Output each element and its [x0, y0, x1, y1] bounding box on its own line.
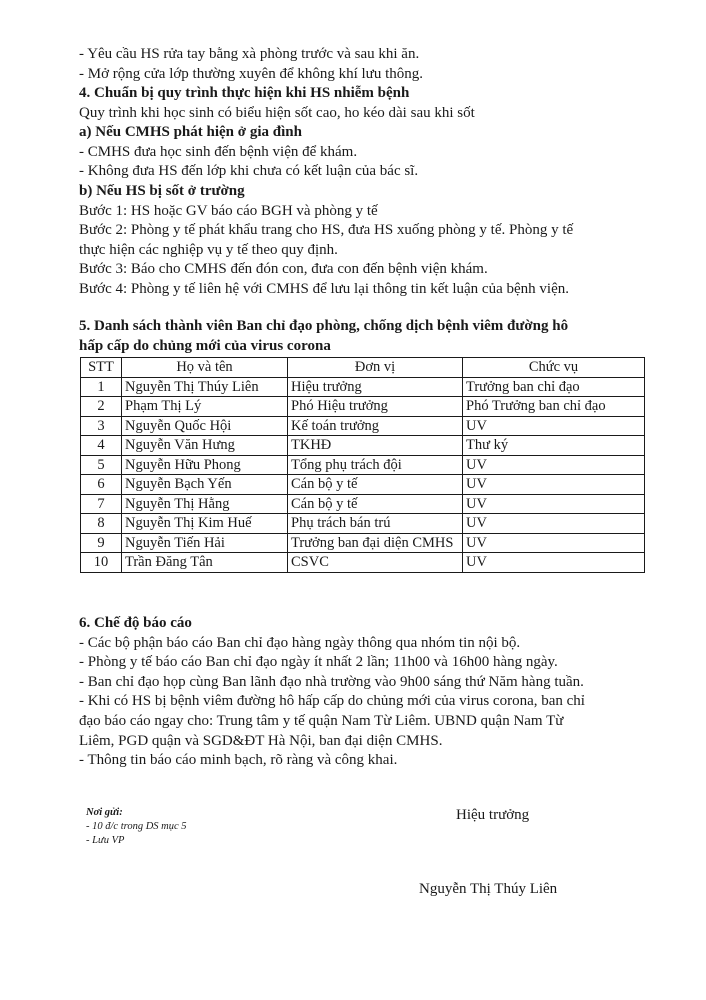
- cell-role: Trưởng ban chỉ đạo: [463, 377, 645, 397]
- section-5-heading: [79, 317, 659, 356]
- cell-role: UV: [463, 533, 645, 553]
- table-row: [81, 416, 645, 436]
- cell-unit: Cán bộ y tế: [288, 494, 463, 514]
- cell-role: UV: [463, 514, 645, 534]
- section-4-intro: Quy trình khi học sinh có biểu hiện sốt cao, ho kéo dài sau khi sốt: [79, 104, 475, 121]
- paragraph-line: - CMHS đưa học sinh đến bệnh viện để khám.: [79, 143, 358, 160]
- paragraph-line: Liêm, PGD quận và SGD&ĐT Hà Nội, ban đại diện CMHS.: [79, 732, 443, 749]
- cell-role: Phó Trưởng ban chỉ đạo: [463, 397, 645, 417]
- paragraph-line: - Khi có HS bị bệnh viêm đường hô hấp cấp do chủng mới của virus corona, ban chỉ: [79, 693, 585, 710]
- cell-role: Thư ký: [463, 436, 645, 456]
- section-6-heading: 6. Chế độ báo cáo: [79, 615, 192, 631]
- cell-stt: 2: [81, 397, 122, 417]
- paragraph-line: - Yêu cầu HS rửa tay bằng xà phòng trước và sau khi ăn.: [79, 46, 420, 62]
- cell-name: Nguyễn Thị Kim Huế: [122, 514, 288, 534]
- section-6: [79, 614, 659, 771]
- cell-role: UV: [463, 455, 645, 475]
- top-bullets: [79, 45, 659, 84]
- table-row: [81, 533, 645, 553]
- cell-unit: Kế toán trưởng: [288, 416, 463, 436]
- cell-name: Nguyễn Bạch Yến: [122, 475, 288, 495]
- table-header-row: [81, 358, 645, 378]
- paragraph-line: - Mở rộng cửa lớp thường xuyên để không khí lưu thông.: [79, 65, 423, 82]
- signature-title: Hiệu trưởng: [456, 807, 530, 823]
- paragraph-line: Bước 1: HS hoặc GV báo cáo BGH và phòng y tế: [79, 202, 378, 219]
- cell-name: Nguyễn Tiến Hải: [122, 533, 288, 553]
- column-header-role: Chức vụ: [463, 358, 645, 378]
- table-row: [81, 455, 645, 475]
- paragraph-line: đạo báo cáo ngay cho: Trung tâm y tế quận Nam Từ Liêm. UBND quận Nam Từ: [79, 712, 564, 729]
- section-4: [79, 84, 659, 300]
- table-row: [81, 475, 645, 495]
- cell-stt: 3: [81, 416, 122, 436]
- cell-role: UV: [463, 416, 645, 436]
- cell-name: Nguyễn Hữu Phong: [122, 455, 288, 475]
- paragraph-line: - Các bộ phận báo cáo Ban chỉ đạo hàng ngày thông qua nhóm tin nội bộ.: [79, 634, 521, 651]
- cell-name: Nguyễn Văn Hưng: [122, 436, 288, 456]
- cell-stt: 1: [81, 377, 122, 397]
- cell-unit: Tổng phụ trách đội: [288, 455, 463, 475]
- paragraph-line: thực hiện các nghiệp vụ y tế theo quy định.: [79, 241, 338, 258]
- members-table: [80, 357, 645, 573]
- section-4a-heading: a) Nếu CMHS phát hiện ở gia đình: [79, 124, 302, 141]
- cell-stt: 5: [81, 455, 122, 475]
- cell-unit: CSVC: [288, 553, 463, 573]
- cell-unit: TKHĐ: [288, 436, 463, 456]
- section-4-heading: 4. Chuẩn bị quy trình thực hiện khi HS nhiễm bệnh: [79, 85, 410, 101]
- paragraph-line: - Phòng y tế báo cáo Ban chỉ đạo ngày ít nhất 2 lần; 11h00 và 16h00 hàng ngày.: [79, 654, 558, 671]
- cell-role: UV: [463, 494, 645, 514]
- paragraph-line: - Thông tin báo cáo minh bạch, rõ ràng và công khai.: [79, 752, 398, 769]
- cell-name: Trần Đăng Tân: [122, 553, 288, 573]
- recipient-item: - 10 đ/c trong DS mục 5: [86, 821, 187, 832]
- recipients-block: [86, 806, 187, 848]
- paragraph-line: - Ban chỉ đạo họp cùng Ban lãnh đạo nhà trường vào 9h00 sáng thứ Năm hàng tuần.: [79, 673, 584, 690]
- section-4b-heading: b) Nếu HS bị sốt ở trường: [79, 182, 245, 199]
- cell-unit: Phó Hiệu trưởng: [288, 397, 463, 417]
- column-header-unit: Đơn vị: [288, 358, 463, 378]
- table-row: [81, 553, 645, 573]
- cell-unit: Trưởng ban đại diện CMHS: [288, 533, 463, 553]
- cell-stt: 8: [81, 514, 122, 534]
- table-row: [81, 514, 645, 534]
- cell-role: UV: [463, 553, 645, 573]
- column-header-stt: STT: [81, 358, 122, 378]
- cell-stt: 10: [81, 553, 122, 573]
- cell-unit: Cán bộ y tế: [288, 475, 463, 495]
- cell-stt: 7: [81, 494, 122, 514]
- table-row: [81, 397, 645, 417]
- paragraph-line: - Không đưa HS đến lớp khi chưa có kết luận của bác sĩ.: [79, 163, 419, 180]
- table-row: [81, 436, 645, 456]
- section-5-heading-line: 5. Danh sách thành viên Ban chỉ đạo phòng, chống dịch bệnh viêm đường hô: [79, 318, 569, 334]
- paragraph-line: Bước 4: Phòng y tế liên hệ với CMHS để lưu lại thông tin kết luận của bệnh viện.: [79, 280, 569, 297]
- cell-name: Nguyễn Quốc Hội: [122, 416, 288, 436]
- paragraph-line: Bước 2: Phòng y tế phát khẩu trang cho HS, đưa HS xuống phòng y tế. Phòng y tế: [79, 222, 574, 239]
- cell-unit: Hiệu trưởng: [288, 377, 463, 397]
- signature-name: Nguyễn Thị Thúy Liên: [419, 881, 558, 897]
- cell-name: Phạm Thị Lý: [122, 397, 288, 417]
- recipient-item: - Lưu VP: [86, 835, 125, 846]
- section-5-heading-line: hấp cấp do chủng mới của virus corona: [79, 337, 331, 354]
- cell-role: UV: [463, 475, 645, 495]
- column-header-name: Họ và tên: [122, 358, 288, 378]
- paragraph-line: Bước 3: Báo cho CMHS đến đón con, đưa con đến bệnh viện khám.: [79, 261, 488, 278]
- cell-stt: 6: [81, 475, 122, 495]
- cell-name: Nguyễn Thị Thúy Liên: [122, 377, 288, 397]
- cell-name: Nguyễn Thị Hằng: [122, 494, 288, 514]
- cell-unit: Phụ trách bán trú: [288, 514, 463, 534]
- recipients-label: Nơi gửi:: [86, 807, 123, 818]
- cell-stt: 9: [81, 533, 122, 553]
- cell-stt: 4: [81, 436, 122, 456]
- table-row: [81, 377, 645, 397]
- table-row: [81, 494, 645, 514]
